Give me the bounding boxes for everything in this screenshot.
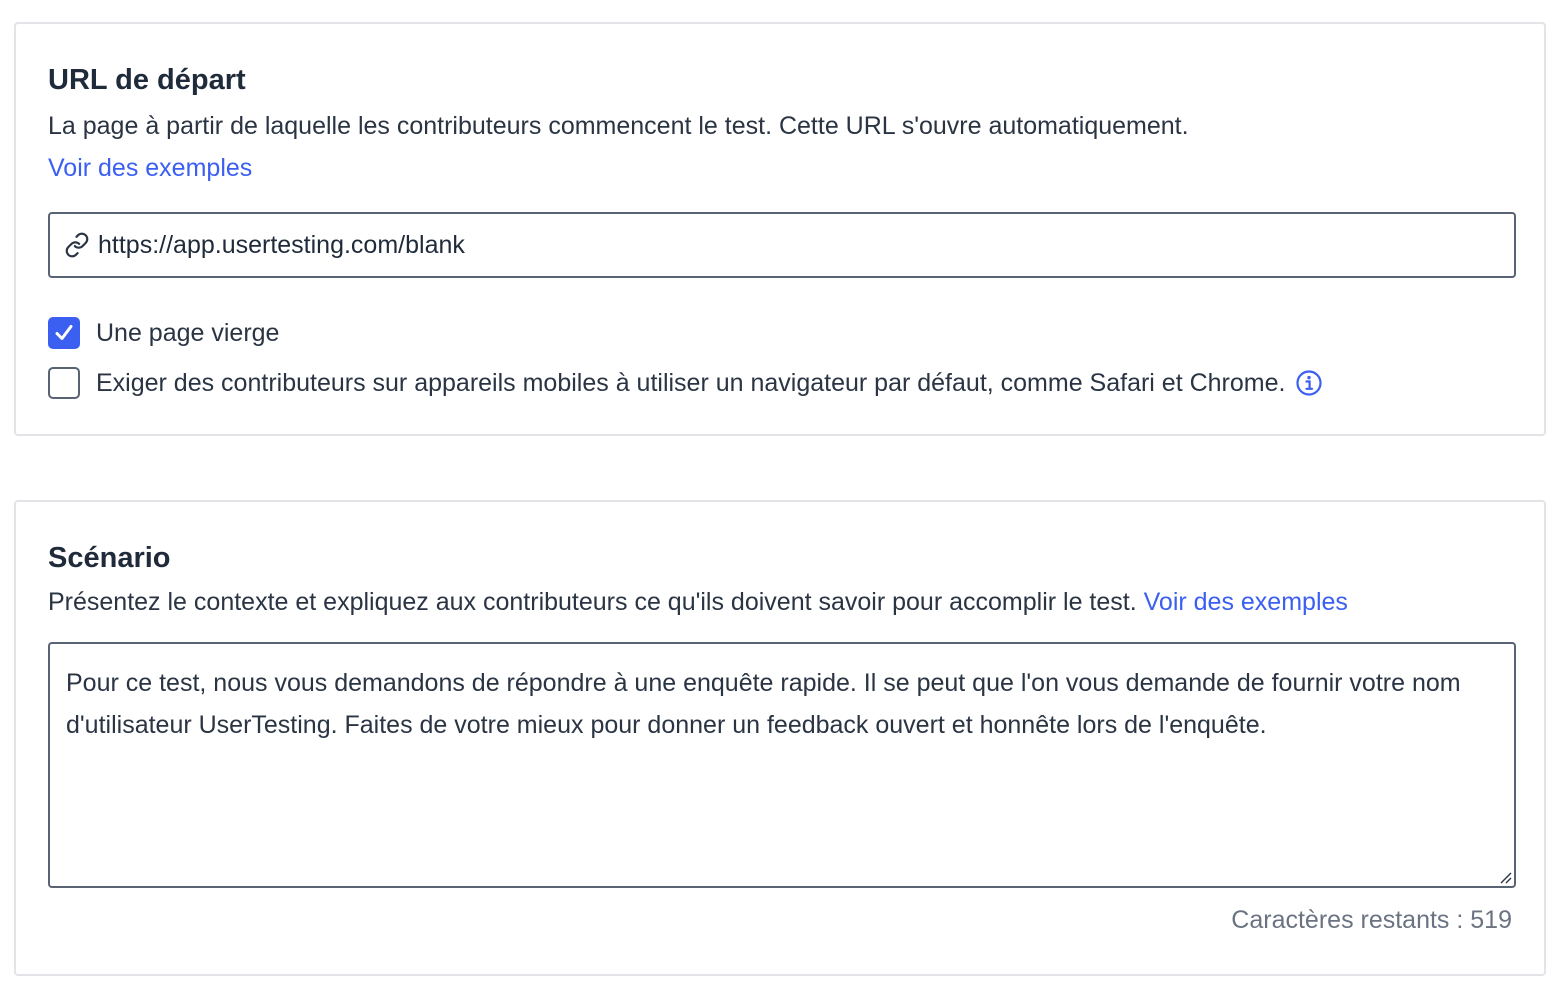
start-url-description: La page à partir de laquelle les contributeurs commencent le test. Cette URL s'ouvre automatiquement. <box>48 112 1189 140</box>
scenario-description: Présentez le contexte et expliquez aux contributeurs ce qu'ils doivent savoir pour accomplir le test. <box>48 588 1137 616</box>
check-icon <box>53 322 75 344</box>
start-url-input[interactable] <box>98 214 1498 276</box>
scenario-description-line <box>48 588 1348 617</box>
mobile-browser-checkbox[interactable] <box>48 367 80 399</box>
start-url-card <box>14 22 1546 436</box>
start-url-title: URL de départ <box>48 64 246 96</box>
start-url-examples-link[interactable]: Voir des exemples <box>48 154 253 182</box>
resize-handle-icon[interactable] <box>1496 868 1512 884</box>
mobile-browser-label: Exiger des contributeurs sur appareils mobiles à utiliser un navigateur par défaut, comme Safari et Chrome. <box>96 368 1286 397</box>
link-icon <box>64 232 90 258</box>
scenario-textarea[interactable] <box>50 644 1514 886</box>
scenario-field[interactable] <box>48 642 1516 888</box>
scenario-title: Scénario <box>48 542 171 574</box>
blank-page-option[interactable] <box>48 316 279 350</box>
blank-page-checkbox[interactable] <box>48 317 80 349</box>
scenario-examples-link[interactable]: Voir des exemples <box>1143 588 1348 616</box>
mobile-browser-option[interactable] <box>48 366 1323 400</box>
characters-remaining: Caractères restants : 519 <box>1231 906 1512 934</box>
info-icon[interactable] <box>1295 369 1323 397</box>
scenario-card <box>14 500 1546 976</box>
start-url-field[interactable] <box>48 212 1516 278</box>
blank-page-label: Une page vierge <box>96 318 280 347</box>
